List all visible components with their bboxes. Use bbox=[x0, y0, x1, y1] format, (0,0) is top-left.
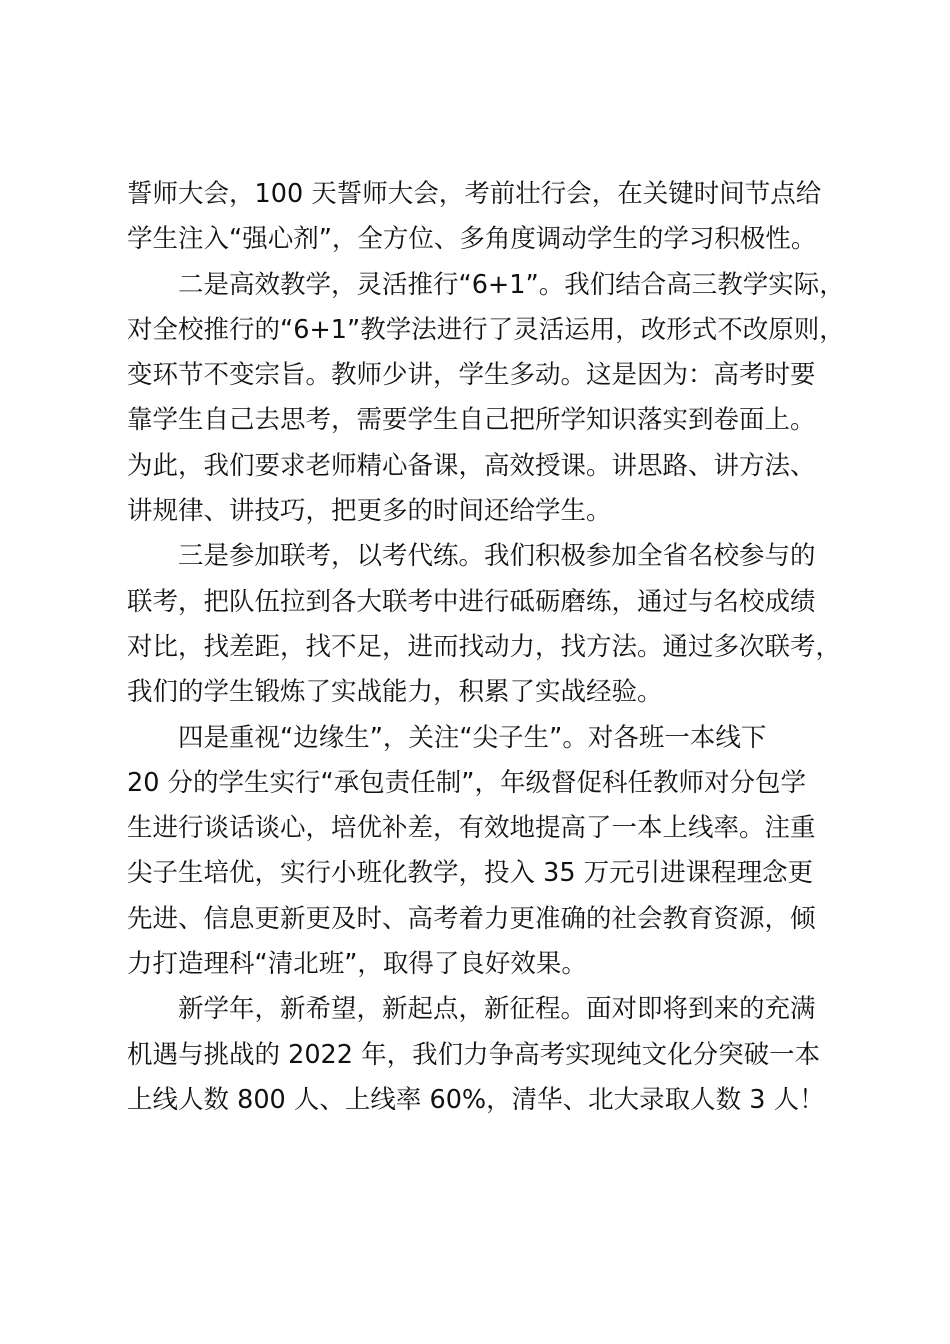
paragraph-new-year-goals bbox=[127, 987, 857, 1123]
text-line: 我们的学生锻炼了实战能力，积累了实战经验。 bbox=[127, 677, 663, 708]
paragraph-student-focus bbox=[127, 716, 857, 988]
text-line: 力打造理科“清北班”，取得了良好效果。 bbox=[127, 949, 587, 980]
text-line: 二是高效教学，灵活推行“6+1”。我们结合高三教学实际， bbox=[127, 269, 845, 300]
text-line: 三是参加联考，以考代练。我们积极参加全省名校参与的 bbox=[127, 541, 816, 572]
text-line: 变环节不变宗旨。教师少讲，学生多动。这是因为：高考时要 bbox=[127, 360, 816, 391]
paragraph-efficient-teaching bbox=[127, 263, 857, 535]
text-line: 讲规律、讲技巧，把更多的时间还给学生。 bbox=[127, 496, 612, 527]
text-line: 机遇与挑战的 2022 年，我们力争高考实现纯文化分突破一本 bbox=[127, 1039, 821, 1070]
text-line: 为此，我们要求老师精心备课，高效授课。讲思路、讲方法、 bbox=[127, 450, 816, 481]
document-body bbox=[127, 172, 857, 1123]
paragraph-joint-exams bbox=[127, 534, 857, 715]
text-line: 上线人数 800 人、上线率 60%，清华、北大录取人数 3 人！ bbox=[127, 1084, 825, 1115]
paragraph-oath-meetings bbox=[127, 172, 857, 263]
text-line: 20 分的学生实行“承包责任制”，年级督促科任教师对分包学 bbox=[127, 767, 806, 798]
text-line: 先进、信息更新更及时、高考着力更准确的社会教育资源，倾 bbox=[127, 903, 816, 934]
text-line: 对比，找差距，找不足，进而找动力，找方法。通过多次联考， bbox=[127, 631, 842, 662]
text-line: 尖子生培优，实行小班化教学，投入 35 万元引进课程理念更 bbox=[127, 858, 814, 889]
text-line: 学生注入“强心剂”，全方位、多角度调动学生的学习积极性。 bbox=[127, 224, 817, 255]
text-line: 生进行谈话谈心，培优补差，有效地提高了一本上线率。注重 bbox=[127, 813, 816, 844]
text-line: 新学年，新希望，新起点，新征程。面对即将到来的充满 bbox=[127, 994, 816, 1025]
text-line: 靠学生自己去思考，需要学生自己把所学知识落实到卷面上。 bbox=[127, 405, 816, 436]
text-line: 誓师大会，100 天誓师大会，考前壮行会，在关键时间节点给 bbox=[127, 179, 822, 209]
text-line: 联考，把队伍拉到各大联考中进行砥砺磨练，通过与名校成绩 bbox=[127, 586, 816, 617]
text-line: 对全校推行的“6+1”教学法进行了灵活运用，改形式不改原则， bbox=[127, 314, 845, 345]
text-line: 四是重视“边缘生”，关注“尖子生”。对各班一本线下 bbox=[127, 722, 767, 753]
